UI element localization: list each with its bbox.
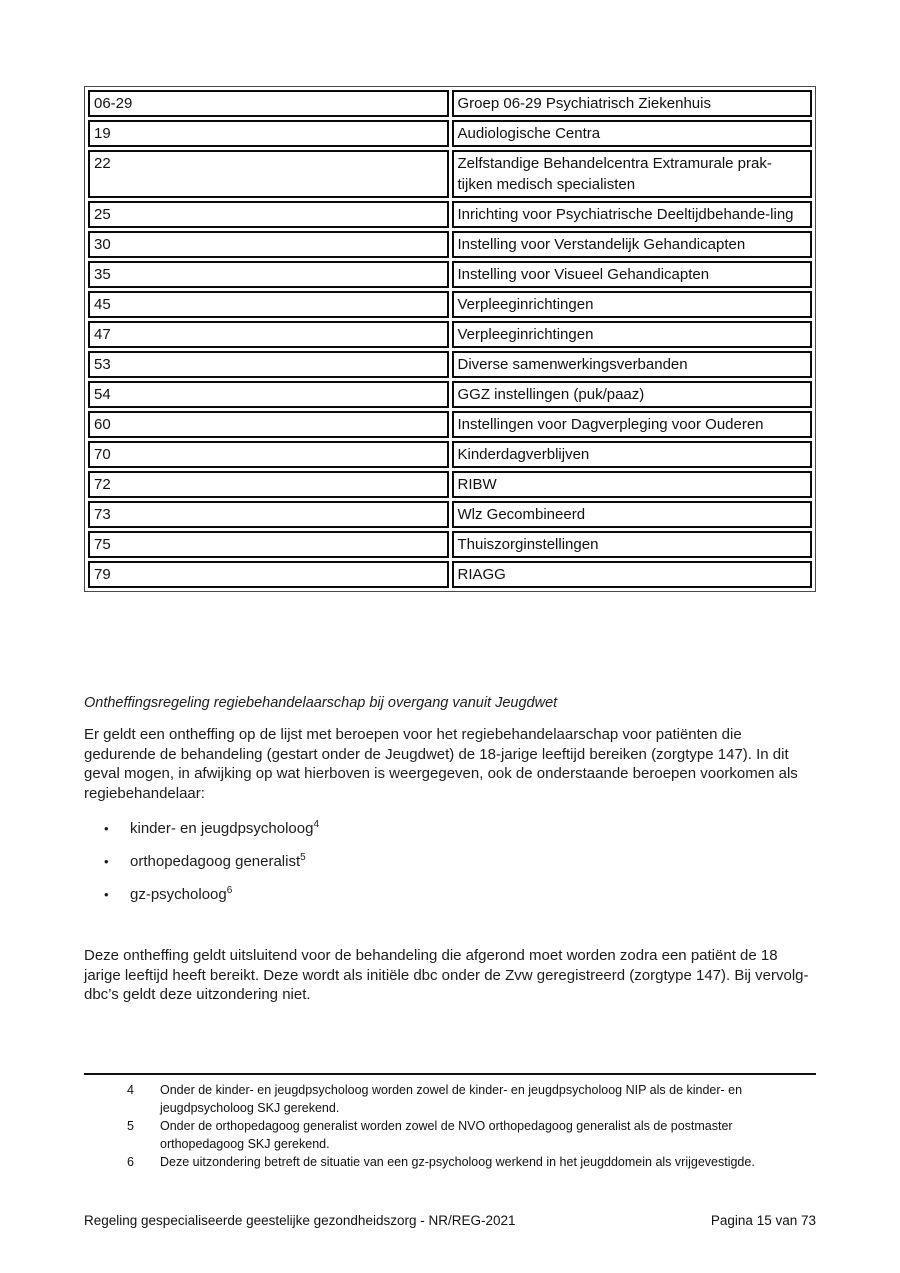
- table-row: [88, 291, 812, 318]
- bullet-text: kinder- en jeugdpsycholoog: [130, 820, 314, 837]
- description-cell: Kinderdagverblijven: [452, 441, 813, 468]
- description-cell: RIAGG: [452, 561, 813, 588]
- bullet-item: [84, 819, 816, 839]
- section-heading: Ontheffingsregeling regiebehandelaarschap bij overgang vanuit Jeugdwet: [84, 695, 558, 711]
- code-cell: 75: [88, 531, 449, 558]
- description-cell: Inrichting voor Psychiatrische Deeltijdbehande-ling: [452, 201, 813, 228]
- table-row: [88, 261, 812, 288]
- description-cell: RIBW: [452, 471, 813, 498]
- bullet-marker-icon: •: [104, 854, 109, 869]
- description-cell: Instelling voor Verstandelijk Gehandicapten: [452, 231, 813, 258]
- page-footer: [84, 1212, 816, 1229]
- footnote-text: Deze uitzondering betreft de situatie van een gz-psycholoog werkend in het jeugddomein als vrijgevestigde.: [160, 1155, 755, 1169]
- table-row: [88, 90, 812, 117]
- description-cell: Instelling voor Visueel Gehandicapten: [452, 261, 813, 288]
- footnote-item: [84, 1153, 815, 1171]
- footer-page-number: Pagina 15 van 73: [710, 1213, 816, 1228]
- institution-code-table-block: [84, 86, 816, 592]
- footnote-ref: 5: [300, 852, 306, 863]
- footnote-divider: [84, 1073, 816, 1075]
- description-cell: Thuiszorginstellingen: [452, 531, 813, 558]
- description-cell: Wlz Gecombineerd: [452, 501, 813, 528]
- footnote-ref: 6: [226, 885, 233, 896]
- code-cell: 70: [88, 441, 449, 468]
- description-cell: Zelfstandige Behandelcentra Extramurale prak-tijken medisch specialisten: [452, 150, 813, 198]
- table-row: [88, 381, 812, 408]
- code-cell: 22: [88, 150, 449, 198]
- code-cell: 06-29: [88, 90, 449, 117]
- footnote-item: [84, 1081, 815, 1117]
- code-cell: 79: [88, 561, 449, 588]
- description-cell: Verpleeginrichtingen: [452, 291, 813, 318]
- table-row: [88, 201, 812, 228]
- code-cell: 60: [88, 411, 449, 438]
- code-cell: 45: [88, 291, 449, 318]
- code-cell: 73: [88, 501, 449, 528]
- footnote-ref: 4: [313, 819, 320, 830]
- bullet-text: gz-psycholoog: [130, 886, 227, 903]
- code-cell: 47: [88, 321, 449, 348]
- table-row: [88, 351, 812, 378]
- table-body: [88, 90, 812, 588]
- description-cell: Groep 06-29 Psychiatrisch Ziekenhuis: [452, 90, 813, 117]
- bullet-marker-icon: •: [104, 821, 109, 836]
- code-cell: 30: [88, 231, 449, 258]
- paragraph-exemption-intro: Er geldt een ontheffing op de lijst met beroepen voor het regiebehandelaarschap voor patiënten die gedurende de behandeling (gestart onder de Jeugdwet) de 18-jarige leeftijd bereiken (zorgtype 147). In dit geval mogen, in afwijking op wat hierboven is weergegeven, ook de onderstaande beroepen voorkomen als regiebehandelaar:: [84, 726, 798, 802]
- code-cell: 25: [88, 201, 449, 228]
- profession-bullet-list: [84, 819, 816, 905]
- footnote-number: 4: [127, 1083, 134, 1097]
- table-row: [88, 441, 812, 468]
- exemption-section: [84, 694, 816, 1005]
- description-cell: Instellingen voor Dagverpleging voor Ouderen: [452, 411, 813, 438]
- footnote-list: [84, 1081, 816, 1171]
- table-row: [88, 120, 812, 147]
- bullet-item: [84, 852, 816, 872]
- footnote-number: 6: [127, 1155, 134, 1169]
- table-row: [88, 231, 812, 258]
- code-cell: 19: [88, 120, 449, 147]
- description-cell: Audiologische Centra: [452, 120, 813, 147]
- table-row: [88, 561, 812, 588]
- bullet-marker-icon: •: [104, 887, 109, 902]
- table-row: [88, 411, 812, 438]
- description-cell: Verpleeginrichtingen: [452, 321, 813, 348]
- table-row: [88, 471, 812, 498]
- table-row: [88, 150, 812, 198]
- paragraph-exemption-scope: Deze ontheffing geldt uitsluitend voor de behandeling die afgerond moet worden zodra een patiënt de 18 jarige leeftijd heeft bereikt. Deze wordt als initiële dbc onder de Zvw geregistreerd (zorgtype 147). Bij vervolg-dbc’s geldt deze uitzondering niet.: [84, 947, 809, 1003]
- bullet-text: orthopedagoog generalist: [130, 853, 301, 870]
- table-row: [88, 531, 812, 558]
- footnote-text: Onder de kinder- en jeugdpsycholoog worden zowel de kinder- en jeugdpsycholoog NIP als de kinder- en jeugdpsycholoog SKJ gerekend.: [160, 1083, 743, 1115]
- code-cell: 53: [88, 351, 449, 378]
- footnote-text: Onder de orthopedagoog generalist worden zowel de NVO orthopedagoog generalist als de postmaster orthopedagoog SKJ gerekend.: [160, 1119, 733, 1151]
- description-cell: GGZ instellingen (puk/paaz): [452, 381, 813, 408]
- bullet-item: [84, 885, 816, 905]
- code-cell: 72: [88, 471, 449, 498]
- table-row: [88, 501, 812, 528]
- footnote-number: 5: [127, 1119, 134, 1133]
- footnotes-block: [84, 1073, 816, 1171]
- code-cell: 54: [88, 381, 449, 408]
- code-cell: 35: [88, 261, 449, 288]
- footer-document-title: Regeling gespecialiseerde geestelijke gezondheidszorg - NR/REG-2021: [84, 1213, 516, 1228]
- institution-code-table: [84, 86, 816, 592]
- description-cell: Diverse samenwerkingsverbanden: [452, 351, 813, 378]
- footnote-item: [84, 1117, 815, 1153]
- table-row: [88, 321, 812, 348]
